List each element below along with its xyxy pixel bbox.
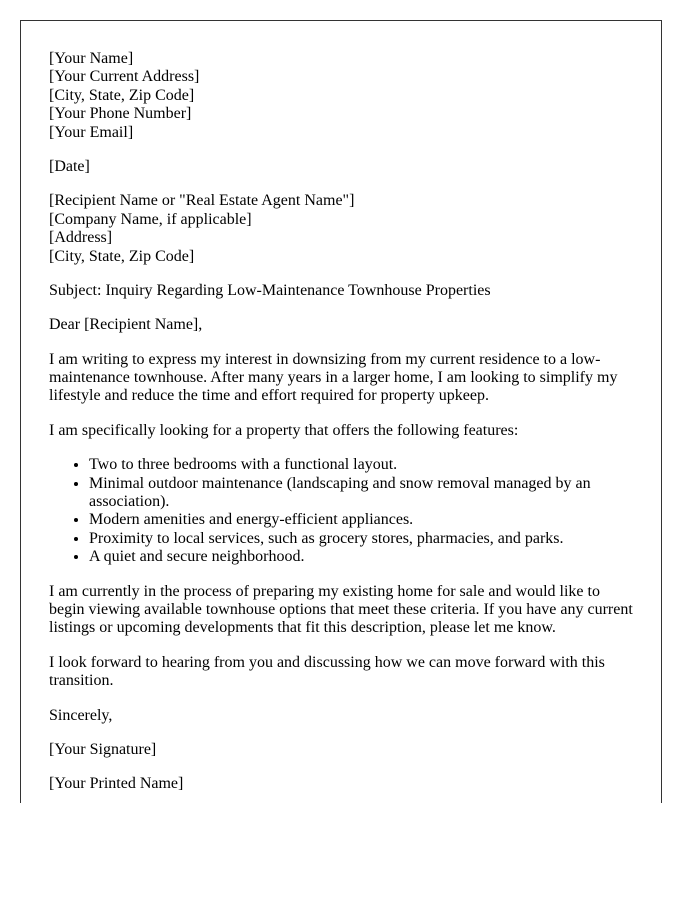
intro-paragraph: I am writing to express my interest in downsizing from my current residence to a low-maintenance townhouse. After many years in a larger home, I am looking to simplify my lifestyle and reduce the time and effort required for property upkeep. bbox=[49, 350, 618, 405]
features-lead-paragraph: I am specifically looking for a property that offers the following features: bbox=[49, 421, 519, 439]
recipient-address-line: [Address] bbox=[49, 229, 113, 247]
feature-item-amenities: • Modern amenities and energy-efficient appliances. bbox=[89, 511, 633, 529]
sender-address-block bbox=[49, 50, 633, 142]
current-status-paragraph: I am currently in the process of preparing my existing home for sale and would like to begin viewing available townhouse options that meet these criteria. If you have any current listings or upcoming developments that fit this description, please let me know. bbox=[49, 582, 633, 637]
sender-name-line: [Your Name] bbox=[49, 50, 134, 67]
sender-phone-line: [Your Phone Number] bbox=[49, 105, 192, 123]
printed-name-placeholder: [Your Printed Name] bbox=[49, 775, 184, 793]
signature-placeholder: [Your Signature] bbox=[49, 740, 157, 758]
look-forward-paragraph: I look forward to hearing from you and discussing how we can move forward with this transition. bbox=[49, 653, 605, 690]
recipient-name-line: [Recipient Name or "Real Estate Agent Name"] bbox=[49, 192, 355, 210]
sender-city-state-zip-line: [City, State, Zip Code] bbox=[49, 86, 195, 104]
sender-address-line: [Your Current Address] bbox=[49, 68, 200, 86]
sender-email-line: [Your Email] bbox=[49, 123, 134, 141]
recipient-company-line: [Company Name, if applicable] bbox=[49, 210, 252, 228]
closing-line: Sincerely, bbox=[49, 706, 113, 724]
feature-item-neighborhood: • A quiet and secure neighborhood. bbox=[89, 548, 633, 566]
feature-item-bedrooms: • Two to three bedrooms with a functional layout. bbox=[89, 456, 633, 474]
feature-item-proximity: • Proximity to local services, such as grocery stores, pharmacies, and parks. bbox=[89, 530, 633, 548]
feature-item-outdoor-maintenance: • Minimal outdoor maintenance (landscaping and snow removal managed by an association). bbox=[89, 475, 633, 512]
recipient-city-state-zip-line: [City, State, Zip Code] bbox=[49, 247, 195, 265]
letter-page bbox=[20, 20, 662, 803]
subject-line: Subject: Inquiry Regarding Low-Maintenance Townhouse Properties bbox=[49, 281, 491, 299]
features-list bbox=[49, 456, 633, 566]
salutation-line: Dear [Recipient Name], bbox=[49, 316, 203, 334]
date-line: [Date] bbox=[49, 157, 90, 175]
recipient-address-block bbox=[49, 192, 633, 266]
